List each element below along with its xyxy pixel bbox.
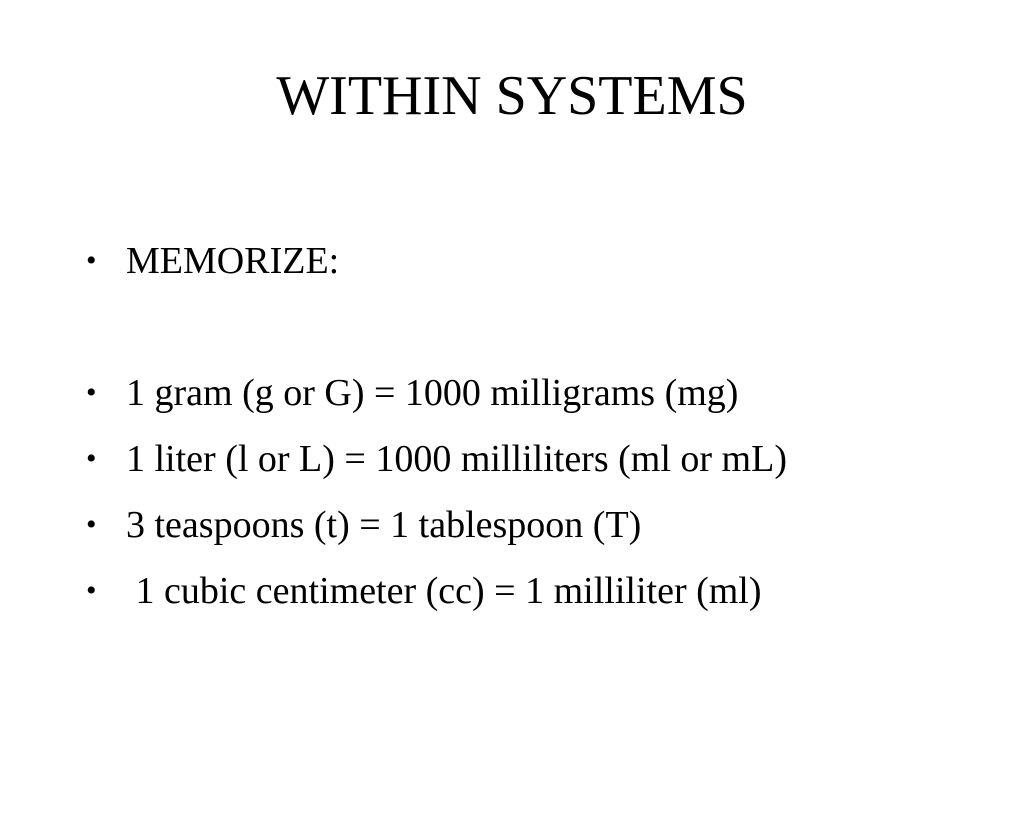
bullet-marker: • (86, 244, 97, 277)
bullet-text: 1 gram (g or G) = 1000 milligrams (mg) (126, 372, 739, 414)
slide-title: WITHIN SYSTEMS (276, 65, 748, 127)
bullet-text: 3 teaspoons (t) = 1 tablespoon (T) (126, 504, 642, 546)
bullet-item-teaspoons (86, 492, 986, 558)
bullet-marker: • (86, 574, 97, 607)
bullet-item-liter (86, 426, 986, 492)
bullet-list (86, 228, 986, 624)
bullet-text: 1 liter (l or L) = 1000 milliliters (ml or mL) (126, 438, 787, 480)
bullet-text: MEMORIZE: (126, 240, 340, 282)
bullet-marker: • (86, 376, 97, 409)
bullet-item-gram (86, 360, 986, 426)
bullet-marker: • (86, 508, 97, 541)
bullet-marker: • (86, 442, 97, 475)
bullet-text: 1 cubic centimeter (cc) = 1 milliliter (ml) (126, 570, 762, 612)
bullet-item-cubic-centimeter (86, 558, 986, 624)
bullet-item-memorize (86, 228, 986, 294)
